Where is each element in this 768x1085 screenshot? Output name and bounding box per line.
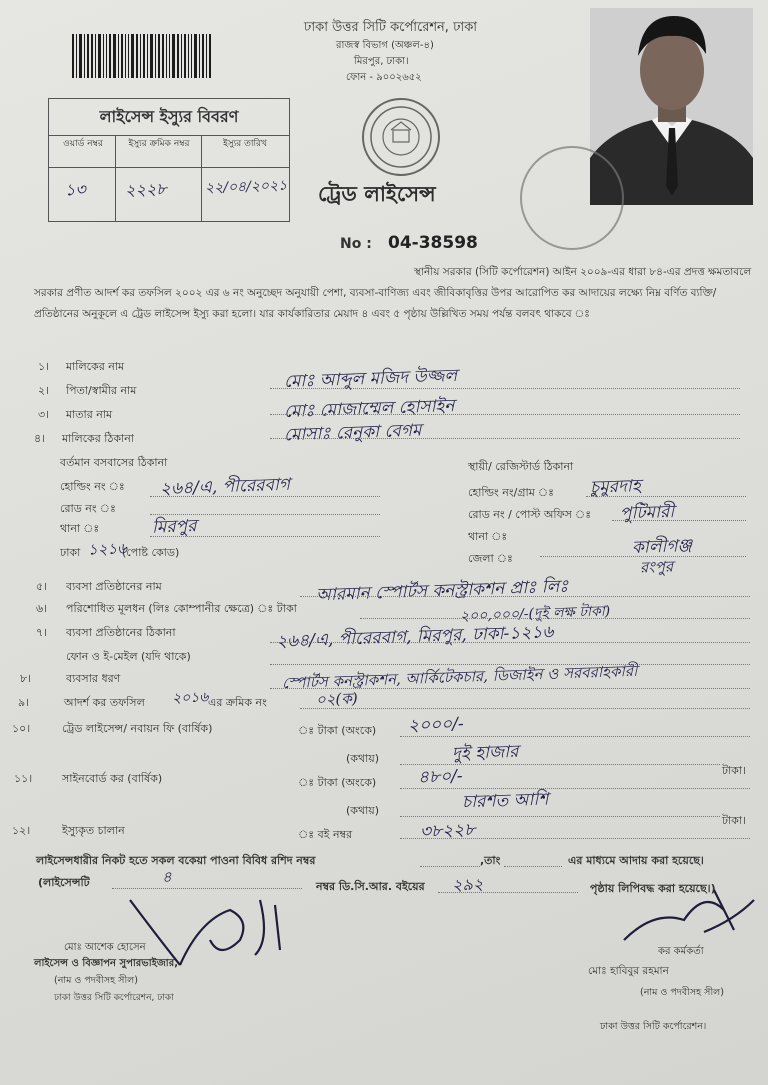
present-address-title: বর্তমান বসবাসের ঠিকানা	[60, 456, 168, 469]
footer-line1a: লাইসেন্সধারীর নিকট হতে সকল বকেয়া পাওনা বিবিধ রশিদ নম্বর	[36, 854, 316, 867]
field-7-label: ব্যবসা প্রতিষ্ঠানের ঠিকানা	[66, 626, 176, 639]
tariff-serial-value: ০২(ক)	[315, 689, 358, 709]
barcode-bar	[162, 34, 164, 78]
barcode-bar	[136, 34, 138, 78]
owner-name-value: মোঃ আব্দুল মজিদ উজ্জল	[283, 365, 458, 393]
post-code-value: ১২১৬	[87, 539, 128, 559]
book-no-value: ৩৮২২৮	[419, 820, 476, 842]
business-name-value: আরমান স্পোর্টস কনস্ট্রাকশন প্রাঃ লিঃ	[315, 576, 569, 606]
field-5-label: ব্যবসা প্রতিষ্ঠানের নাম	[66, 580, 162, 593]
intro-paragraph: স্থানীয় সরকার (সিটি কর্পোরেশন) আইন ২০০৯-এর ধারা ৮৪-এর প্রদত্ত ক্ষমতাবলে সরকার প্রণীত আদর্শ কর তফসিল ২০০২ এর ৬ নং অনুচ্ছেদ অনুযায়ী পেশা, ব্যবসা-বাণিজ্য এবং জীবিকাবৃত্তির উপর আরোপিত কর আদায়ের লক্ষ্যে নিম্ন বর্ণিত ব্যক্তি/প্রতিষ্ঠানের অনুকূলে এ ট্রেড লাইসেন্স ইস্যু করা হলো। যার কার্যকারিতার মেয়াদ ৪ এবং ৫ পৃষ্ঠায় উল্লিখিত সময় পর্যন্ত বলবৎ থাকবে ঃ	[34, 266, 752, 320]
thana-label: থানা ঃ	[60, 522, 100, 535]
right-signature	[614, 880, 764, 950]
barcode-bar	[76, 34, 77, 78]
issue-table-title: লাইসেন্স ইস্যুর বিবরণ	[49, 99, 289, 136]
holding-value: ২৬৪/এ, পীরেরবাগ	[159, 474, 291, 500]
barcode-bar	[191, 34, 192, 78]
left-sig-name: মোঃ আশেক হোসেন	[64, 942, 146, 953]
office-phone: ফোন - ৯০০২৬৫২	[346, 72, 422, 83]
footer-line1c: এর মাধ্যমে আদায় করা হয়েছে।	[568, 854, 704, 867]
barcode-bar	[181, 34, 182, 78]
field-3-label: মাতার নাম	[66, 408, 113, 421]
business-type-value: স্পোর্টস কনস্ট্রাকশন, আর্কিটেকচার, ডিজাইন ও সরবরাহকারী	[281, 661, 638, 693]
barcode-bar	[147, 34, 148, 78]
org-name: ঢাকা উত্তর সিটি কর্পোরেশন, ঢাকা	[304, 20, 478, 35]
barcode-bar	[206, 34, 207, 78]
field-10-num: ১০।	[12, 722, 31, 735]
field-2-num: ২।	[38, 384, 50, 397]
footer-line2c: নম্বর ডি.সি.আর. বইয়ের	[316, 880, 425, 893]
barcode-bar	[209, 34, 211, 78]
field-9-num: ৯।	[18, 696, 30, 709]
barcode-bar	[121, 34, 123, 78]
barcode-bar	[140, 34, 141, 78]
tariff-year-value: ২০১৬	[171, 689, 209, 707]
perm-district-label: জেলা ঃ	[468, 552, 513, 565]
barcode-bar	[177, 34, 179, 78]
ward-header: ওয়ার্ড নম্বর	[63, 139, 103, 149]
perm-district-value: রংপুর	[639, 557, 674, 577]
footer-line2d: ২৯২	[451, 874, 484, 895]
office-place: মিরপুর, ঢাকা।	[354, 56, 409, 67]
barcode-bar	[91, 34, 93, 78]
field-10-label: ট্রেড লাইসেন্স/ নবায়ন ফি (বার্ষিক)	[62, 722, 213, 735]
barcode-bar	[87, 34, 89, 78]
permanent-address-title: স্থায়ী/ রেজিস্টার্ড ঠিকানা	[468, 460, 574, 473]
fee-unit: টাকা।	[722, 764, 747, 777]
barcode-bar	[125, 34, 126, 78]
field-8-num: ৮।	[20, 672, 32, 685]
right-sig-name: মোঃ হাবিবুর রহমান	[588, 965, 669, 977]
barcode-bar	[194, 34, 197, 78]
fee-amount-label: ঃ টাকা (অংকে)	[298, 724, 377, 737]
post-prefix: ঢাকা	[60, 546, 81, 559]
field-9-label: আদর্শ কর তফসিল	[64, 696, 145, 709]
barcode-bar	[131, 34, 134, 78]
field-8-label: ব্যবসার ধরণ	[66, 672, 121, 685]
phone-email-label: ফোন ও ই-মেইল (যদি থাকে)	[66, 650, 191, 663]
issue-details-table	[48, 98, 290, 222]
field-12-label: ইস্যুকৃত চালান	[62, 824, 125, 837]
ward-value: ১৩	[64, 179, 87, 200]
city-corporation-emblem	[362, 98, 440, 176]
field-2-label: পিতা/স্বামীর নাম	[66, 384, 137, 397]
barcode-bar	[169, 34, 170, 78]
business-address-value: ২৬৪/এ, পীরেরবাগ, মিরপুর, ঢাকা-১২১৬	[275, 622, 554, 652]
road-label: রোড নং ঃ	[60, 502, 116, 515]
field-5-num: ৫।	[36, 580, 48, 593]
field-9-label2: এর ক্রমিক নং	[208, 696, 267, 709]
license-no-value: 04-38598	[388, 233, 478, 253]
signboard-amount-label: ঃ টাকা (অংকে)	[298, 776, 377, 789]
signboard-words-label: (কথায়)	[346, 804, 380, 817]
fee-amount-value: ২০০০/-	[407, 714, 464, 736]
serial-value: ২২২৮	[124, 179, 167, 200]
right-sig-org: ঢাকা উত্তর সিটি কর্পোরেশন।	[600, 1021, 707, 1032]
barcode-bar	[158, 34, 160, 78]
date-header: ইস্যুর তারিখ	[223, 139, 267, 149]
field-11-label: সাইনবোর্ড কর (বার্ষিক)	[62, 772, 163, 785]
perm-holding-label: হোল্ডিং নং/গ্রাম ঃ	[468, 486, 555, 499]
left-sig-role: লাইসেন্স ও বিজ্ঞাপন সুপারভাইজার,	[34, 958, 178, 969]
footer-line2b: ৪	[161, 867, 172, 887]
holding-label: হোল্ডিং নং ঃ	[60, 480, 125, 493]
barcode-bar	[103, 34, 104, 78]
barcode-bar	[109, 34, 111, 78]
barcode-bar	[106, 34, 107, 78]
signboard-amount-value: ৪৮০/-	[417, 766, 463, 788]
barcode-bar	[79, 34, 82, 78]
barcode-bar	[188, 34, 189, 78]
field-4-num: ৪।	[34, 432, 46, 445]
footer-line2a: (লাইসেন্সটি	[38, 876, 90, 889]
field-7-num: ৭।	[36, 626, 48, 639]
field-11-num: ১১।	[14, 772, 33, 785]
dept-name: রাজস্ব বিভাগ (অঞ্চল-৪)	[336, 40, 434, 51]
father-name-value: মোঃ মোজাম্মেল হোসাইন	[283, 396, 455, 422]
thana-value: মিরপুর	[151, 516, 197, 538]
perm-holding-value: চুমুরদাহ	[589, 476, 642, 498]
barcode-bar	[184, 34, 186, 78]
barcode-bar	[118, 34, 119, 78]
barcode-bar	[98, 34, 101, 78]
field-4-label: মালিকের ঠিকানা	[62, 432, 134, 445]
barcode-bar	[72, 34, 74, 78]
left-sig-org: ঢাকা উত্তর সিটি কর্পোরেশন, ঢাকা	[54, 993, 174, 1003]
barcode-bar	[172, 34, 175, 78]
perm-road-value: পুটিমারী	[619, 502, 675, 524]
field-6-label: পরিশোধিত মূলধন (লিঃ কোম্পানীর ক্ষেত্রে) ঃ টাকা	[66, 602, 297, 615]
barcode-bar	[150, 34, 153, 78]
field-6-num: ৬।	[36, 602, 48, 615]
barcode-bar	[155, 34, 156, 78]
fee-words-value: দুই হাজার	[451, 741, 519, 765]
book-no-label: ঃ বই নম্বর	[298, 828, 353, 841]
license-title: ট্রেড লাইসেন্স	[318, 182, 436, 206]
office-stamp	[520, 146, 624, 250]
post-code-label: (পোষ্ট কোড)	[122, 546, 180, 559]
perm-thana-label: থানা ঃ	[468, 530, 508, 543]
barcode-bar	[166, 34, 167, 78]
paid-capital-value: ২০০,০০০/-(দুই লক্ষ টাকা)	[459, 603, 611, 625]
license-no-label: No :	[340, 236, 372, 252]
field-1-num: ১।	[38, 360, 50, 373]
field-1-label: মালিকের নাম	[66, 360, 125, 373]
barcode-bar	[84, 34, 85, 78]
barcode-bar	[202, 34, 204, 78]
field-3-num: ৩।	[38, 408, 50, 421]
barcode-bar	[113, 34, 116, 78]
left-sig-note: (নাম ও পদবীসহ সীল)	[54, 975, 138, 986]
field-12-num: ১২।	[12, 824, 31, 837]
barcode-bar	[128, 34, 129, 78]
signboard-words-value: চারশত আশি	[461, 789, 549, 813]
perm-thana-value: কালীগঞ্জ	[631, 535, 693, 559]
serial-header: ইস্যুর ক্রমিক নম্বর	[128, 139, 190, 149]
mother-name-value: মোসাঃ রেনুকা বেগম	[283, 420, 422, 446]
barcode-bar	[199, 34, 200, 78]
date-value: ২২/০৪/২০২১	[204, 177, 288, 197]
barcode	[72, 34, 240, 78]
footer-line2e: পৃষ্ঠায় লিপিবদ্ধ করা হয়েছে।)	[590, 882, 716, 895]
perm-road-label: রোড নং / পোস্ট অফিস ঃ	[468, 508, 592, 521]
right-sig-note: (নাম ও পদবীসহ সীল)	[640, 987, 724, 998]
fee-words-label: (কথায়)	[346, 752, 380, 765]
right-sig-role: কর কর্মকর্তা	[658, 946, 704, 957]
barcode-bar	[95, 34, 96, 78]
signboard-unit: টাকা।	[722, 814, 747, 827]
barcode-bar	[143, 34, 145, 78]
footer-line1b: ,তাং	[480, 854, 501, 867]
